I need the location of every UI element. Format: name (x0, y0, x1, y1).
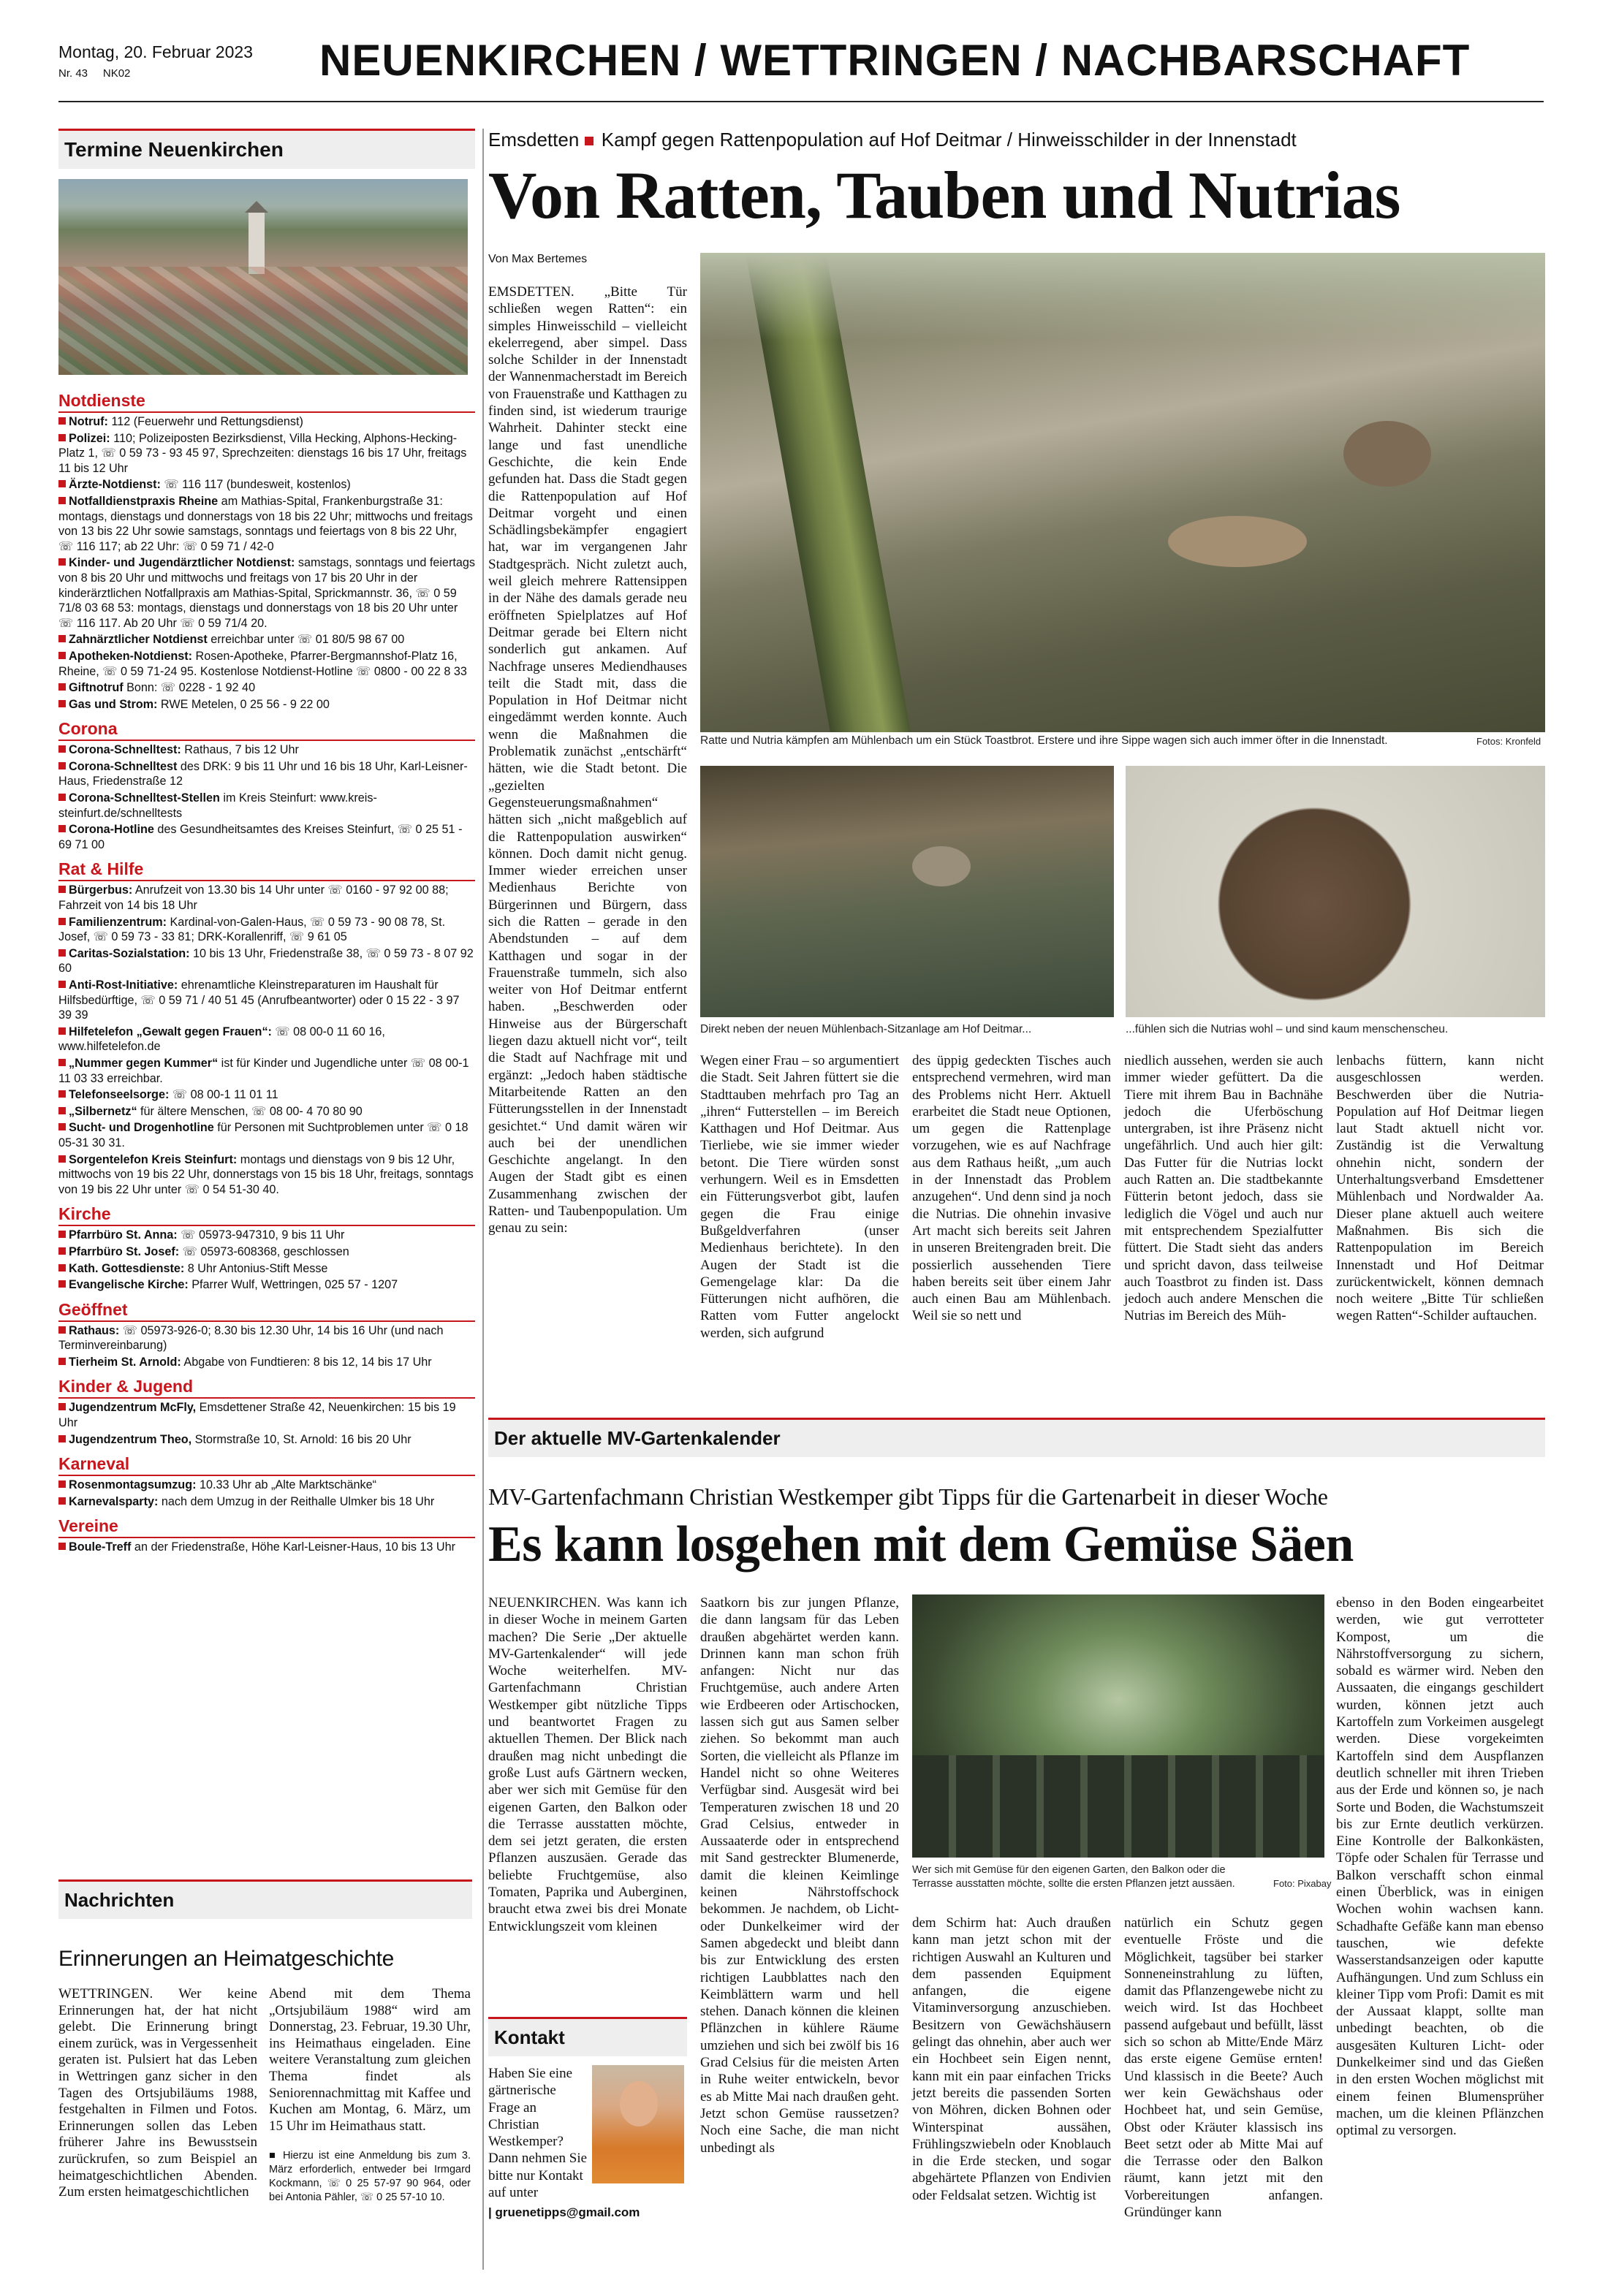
bullet-square-icon (58, 497, 66, 504)
entry-label: Kinder- und Jugendärztlicher Notdienst: (69, 556, 295, 570)
bullet-square-icon (58, 1480, 66, 1488)
bullet-square-icon (58, 652, 66, 659)
bullet-square-icon (58, 918, 66, 925)
nachrichten-headline: Erinnerungen an Heimatgeschichte (58, 1947, 395, 1971)
entry-text: Rathaus, 7 bis 12 Uhr (181, 743, 299, 757)
nachrichten-col1: WETTRINGEN. Wer keine Erinnerungen hat, der hat nicht gelebt. Die Erinnerung bringt einem zurück, was in Vergessenheit geraten ist. Pulsiert hat das Leben in Wettringen ganz sicher in den Tagen des Ortsjubiläums 1988, festgehalten in Filmen und Fotos. Erinnerungen sollen das Leben früherer Jahre ins Bewusstsein zurückrufen, so zum Beispiel an heimatgeschichtlichen Abenden. Zum ersten heimatgeschichtlichen (58, 1986, 257, 2200)
sidebar-entry (58, 555, 475, 631)
article1-col3: niedlich aussehen, werden sie auch immer wieder gefüttert. Da die Tiere mit ihrem Bau in Bachnähe jedoch die Uferböschung untergraben, ist ihre Präsenz nicht ungefährlich. Und auch hier gilt: Das Futter für die Nutrias lockt auch Ratten an. Die stadtbekannte Fütterin betont jedoch, dass sie lediglich die Vögel und auch nur mit entsprechendem Spezialfutter füttert. Die Stadt sieht das anders und spricht davon, dass teilweise auch Toastbrot zu finden ist. Dass jedoch auch andere Menschen die Nutrias im Bereich des Müh- (1124, 1053, 1323, 1324)
sidebar-sections (58, 391, 475, 1555)
bullet-square-icon (58, 434, 66, 441)
sidebar-title: Termine Neuenkirchen (58, 129, 475, 169)
bullet-square-icon (58, 480, 66, 487)
right-photo-caption: ...fühlen sich die Nutrias wohl – und sind kaum menschenscheu. (1126, 1023, 1449, 1035)
entry-label: Zahnärztlicher Notdienst (69, 633, 208, 647)
main-photo-credit: Fotos: Kronfeld (1476, 736, 1541, 747)
sidebar-entry (58, 1244, 475, 1260)
entry-text: ☏ 08 00-1 11 01 11 (169, 1088, 278, 1102)
sidebar-entry (58, 1261, 475, 1277)
sidebar-entry (58, 791, 475, 821)
sidebar-entry (58, 431, 475, 476)
entry-text: Pfarrer Wulf, Wettringen, 025 57 - 1207 (188, 1278, 398, 1292)
nachrichten-note: ■ Hierzu ist eine Anmeldung bis zum 3. März erforderlich, entweder bei Irmgard Kockmann, ☏ 0 25 57-97 90 964, oder bei Antonia Pähler, ☏ 0 25 57-10 10. (269, 2150, 471, 2204)
kontakt-title: Kontakt (488, 2017, 687, 2056)
article1-kicker: Emsdetten Kampf gegen Rattenpopulation auf Hof Deitmar / Hinweisschilder in der Innenstadt (488, 129, 1297, 151)
bullet-square-icon (58, 1027, 66, 1035)
sidebar-entry (58, 1087, 475, 1103)
entry-text: Kardinal-von-Galen-Haus, ☏ 0 59 73 - 90 08 78, St. Josef, ☏ 0 59 73 - 33 81; DRK-Korallenriff, ☏ 9 61 05 (58, 915, 446, 944)
bullet-square-icon (58, 886, 66, 893)
main-photo-caption: Ratte und Nutria kämpfen am Mühlenbach um ein Stück Toastbrot. Erstere und ihre Sippe wagen sich auch immer öfter in die Innenstadt. (700, 734, 1388, 747)
sidebar-entry (58, 649, 475, 679)
entry-label: Kath. Gottesdienste: (69, 1261, 185, 1275)
entry-label: Giftnotruf (69, 681, 124, 695)
sidebar-entry (58, 414, 475, 430)
bullet-square-icon (58, 794, 66, 801)
sidebar-entry (58, 697, 475, 712)
sidebar-entry (58, 1120, 475, 1150)
entry-text: Abgabe von Fundtieren: 8 bis 12, 14 bis 17 Uhr (181, 1355, 432, 1369)
sidebar-section-heading: Geöffnet (58, 1300, 475, 1322)
sidebar-entry (58, 1494, 475, 1510)
article2-col3: dem Schirm hat: Auch draußen kann man jetzt schon mit der richtigen Auswahl an Kulturen und dem passenden Equipment anfangen, die eigene Vitaminversorgung anzuschieben. Besitzern von Gewächshäusern gelingt das ohnehin, aber auch wer ein Hochbeet sein Eigen nennt, kann mit ein paar einfachen Tricks jetzt bereits die passenden Sorten von Möhren, dicken Bohnen oder Winterspinat aussähen, Frühlingszwiebeln oder Knoblauch in die Erde stecken, und sogar abgehärtete Pflanzen von Endivien oder Feldsalat setzen. Wichtig ist (912, 1915, 1111, 2203)
entry-text: ☏ 05973-947310, 9 bis 11 Uhr (177, 1228, 345, 1242)
left-photo-caption: Direkt neben der neuen Mühlenbach-Sitzanlage am Hof Deitmar... (700, 1023, 1032, 1035)
article1-col2: des üppig gedeckten Tisches auch entsprechend vermehren, wird man des Problems nicht Herr. Aktuell erarbeitet die Stadt neue Optionen, um gegen die Rattenplage vorzugehen, wie es auf Nachfrage aus dem Rathaus heißt, „um auch in der Innenstadt das Problem anzugehen“. Und denn sind ja noch die Nutrias. Die ohnehin invasive Art macht sich bereits seit Jahren in unseren Breitengraden breit. Die possierlich aussehenden Tiere haben bereits seit über einem Jahr auch einen Bau am Mühlenbach. Weil sie so nett und (912, 1053, 1111, 1324)
entry-label: Bürgerbus: (69, 883, 133, 897)
gartenkalender-box: Der aktuelle MV-Gartenkalender (488, 1418, 1545, 1457)
bullet-square-icon (58, 635, 66, 642)
kontakt-text: Haben Sie eine gärtnerische Frage an Christian Westkemper? Dann nehmen Sie bitte nur Kontakt auf unter (488, 2066, 588, 2201)
entry-label: Jugendzentrum McFly, (69, 1401, 197, 1415)
entry-label: Rosenmontagsumzug: (69, 1478, 197, 1492)
kontakt-box (488, 2017, 687, 2265)
entry-label: Gas und Strom: (69, 697, 158, 711)
entry-label: Apotheken-Notdienst: (69, 649, 193, 663)
entry-text: 10 bis 13 Uhr, Friedenstraße 38, ☏ 0 59 73 - 8 07 92 60 (58, 946, 474, 976)
entry-label: Jugendzentrum Theo, (69, 1432, 192, 1446)
entry-text: für ältere Menschen, ☏ 08 00- 4 70 80 90 (137, 1104, 363, 1118)
bullet-square-icon (58, 1435, 66, 1442)
sidebar-section-heading: Kirche (58, 1204, 475, 1226)
bullet-square-icon (58, 981, 66, 988)
bullet-square-icon (58, 745, 66, 753)
sidebar-section-heading: Kinder & Jugend (58, 1377, 475, 1399)
article1-headline: Von Ratten, Tauben und Nutrias (488, 158, 1400, 232)
sidebar-entry (58, 822, 475, 852)
termine-sidebar (58, 129, 475, 1556)
sidebar-section-heading: Vereine (58, 1516, 475, 1538)
entry-text: ehrenamtliche Kleinstreparaturen im Haushalt für Hilfsbedürftige, ☏ 0 59 71 / 40 51 45 (Anrufbeantworter) oder 0 15 22 - 3 97 39 39 (58, 978, 460, 1022)
entry-text: ☏ 08 00-0 11 60 16, www.hilfetelefon.de (58, 1025, 385, 1054)
sidebar-section-heading: Karneval (58, 1454, 475, 1476)
bullet-square-icon (58, 1543, 66, 1550)
entry-text: Emsdettener Straße 42, Neuenkirchen: 15 bis 19 Uhr (58, 1401, 456, 1430)
bullet-square-icon (58, 558, 66, 566)
entry-label: Familienzentrum: (69, 915, 167, 929)
entry-text: ☏ 116 117 (bundesweit, kostenlos) (160, 478, 351, 492)
nutria-water-photo (700, 766, 1114, 1017)
sidebar-entry (58, 1540, 475, 1555)
sidebar-entry (58, 1323, 475, 1353)
bullet-square-icon (58, 1107, 66, 1114)
page-title: NEUENKIRCHEN / WETTRINGEN / NACHBARSCHAFT (319, 36, 1471, 85)
entry-label: „Nummer gegen Kummer“ (69, 1056, 219, 1070)
entry-text: 112 (Feuerwehr und Rettungsdienst) (107, 415, 303, 428)
issue-date: Montag, 20. Februar 2023 (58, 42, 253, 61)
entry-text: Anrufzeit von 13.30 bis 14 Uhr unter ☏ 0160 - 97 92 00 88; Fahrzeit von 14 bis 18 Uhr (58, 883, 449, 913)
entry-text: ☏ 05973-608368, geschlossen (179, 1244, 349, 1258)
sidebar-entry (58, 1400, 475, 1430)
entry-text: an der Friedenstraße, Höhe Karl-Leisner-Haus, 10 bis 13 Uhr (131, 1540, 456, 1554)
author-photo (592, 2065, 684, 2183)
sidebar-entry (58, 915, 475, 945)
kontakt-email[interactable]: | gruenetipps@gmail.com (488, 2205, 640, 2220)
entry-text: 8 Uhr Antonius-Stift Messe (184, 1261, 328, 1275)
bullet-square-icon (58, 1247, 66, 1255)
entry-label: Tierheim St. Arnold: (69, 1355, 181, 1369)
sidebar-entry (58, 759, 475, 789)
entry-label: Karnevalsparty: (69, 1494, 159, 1508)
sidebar-entry (58, 978, 475, 1023)
entry-text: 10.33 Uhr ab „Alte Marktschänke“ (196, 1478, 376, 1492)
entry-label: Notfalldienstpraxis Rheine (69, 494, 219, 508)
article2-col5: ebenso in den Boden eingearbeitet werden, wie gut verrotteter Kompost, um die Nährstoffversorgung zu sichern, sobald es wärmer wird. Neben den Aussaaten, die eingangs geschildert wurden, können jetzt auch Kartoffeln zum Vorkeimen ausgelegt werden. Diese vorgekeimten Kartoffeln sind dem Auspflanzen deutlich schneller mit ihren Trieben aus der Erde und können so, je nach Sorte und Boden, die Wachstumszeit bis zur Ernte deutlich verkürzen. Eine Kontrolle der Balkonkästen, Töpfe oder Schalen für Terrasse und Balkon verschafft schon einmal einen Überblick, was in einigen Wochen wohin wachsen kann. Schadhafte Gefäße kann man ebenso tauschen, wie defekte Wasserstandsanzeigen oder kaputte Aufhängungen. Und zum Schluss ein kleiner Tipp vom Profi: Damit es mit der Aussaat klappt, sollte man unbedingt beachten, ob die ausgesäten Kulturen Licht- oder Dunkelkeimer sind und das Gießen in den ersten Wochen möglichst mit einem feinen Blumensprüher machen, um die kleinen Pflänzchen optimal zu versorgen. (1336, 1595, 1544, 2139)
bullet-square-icon (58, 1123, 66, 1130)
sidebar-entry (58, 1056, 475, 1086)
article1-lead-column: EMSDETTEN. „Bitte Tür schließen wegen Ratten“: ein simples Hinweisschild – vielleicht ekelerregend, aber simpel. Dass solche Schilder in der Innenstadt der Wannenmacherstadt im Bereich von Frauenstraße und Katthagen zu finden sind, ist wiederum traurige Wahrheit. Dahinter steckt eine lange und fast unendliche Geschichte, die kein Ende gefunden hat. Dass die Stadt gegen die Rattenpopulation auf Hof Deitmar vorgeht und einen Schädlingsbekämpfer engagiert hat, war im vergangenen Jahr Stadtgespräch. Nicht zuletzt auch, weil gleich mehrere Rattensippen in der Nähe des damals gerade neu eröffneten Spielplatzes auf Hof Deitmar gerade bei Eltern nicht sonderlich gut ankamen. Auf Nachfrage unseres Mediendhauses teilt die Stadt mit, dass die Population in Hof Deitmar nicht eingedämmt werden konnte. Auch wenn die Maßnahmen die Problematik zunächst „entschärft“ hätten, wie die Stadt betont. Die „gezielten Gegensteuerungsmaßnahmen“ hätten sich „nicht maßgeblich auf die Rattenpopulation auswirken“ können. Doch damit nicht genug. Immer wieder erreichen unser Medienhaus Berichte von Bürgerinnen und Bürgern, dass sich die Ratten – gerade in den Abendstunden – auf dem Katthagen und sogar in der Frauenstraße tummeln, sich also weiter von Hof Deitmar entfernt haben. „Beschwerden oder Hinweise aus der Bürgerschaft liegen dazu aktuell nicht vor“, teilt die Stadt auf Nachfrage mit und ergänzt: „Jedoch haben städtische Mitarbeitende Ratten an den Fütterungsstellen in der Innenstadt gesichtet.“ Und damit wären wir auch bei der unendlichen Geschichte angelangt. In den Augen der Stadt gibt es einen Zusammenhang zwischen der Ratten- und Taubenpopulation. Um genau zu sein: (488, 284, 687, 1236)
issue-number: Nr. 43 NK02 (58, 67, 131, 80)
bullet-square-icon (58, 1280, 66, 1288)
entry-text: Rosen-Apotheke, Pfarrer-Bergmannshof-Platz 16, Rheine, ☏ 0 59 71-24 95. Kostenlose Notdienst-Hotline ☏ 0800 - 00 22 8 33 (58, 649, 467, 678)
entry-label: Pfarrbüro St. Josef: (69, 1244, 180, 1258)
bullet-square-icon (58, 825, 66, 832)
entry-label: Corona-Schnelltest-Stellen (69, 791, 220, 805)
entry-text: im Kreis Steinfurt: www.kreis-steinfurt.de/schnelltests (58, 791, 377, 820)
sidebar-section-heading: Rat & Hilfe (58, 859, 475, 881)
sidebar-entry (58, 1355, 475, 1370)
column-divider (482, 129, 484, 2270)
bullet-square-icon (58, 1326, 66, 1334)
article1-col1: Wegen einer Frau – so argumentiert die Stadt. Seit Jahren füttert sie die Stadttauben mehrfach pro Tag an „ihren“ Futterstellen – im Bereich Katthagen und Hof Deitmar. Aus Tierliebe, wie sie immer wieder betont. Die Tiere würden sonst verhungern. Weil es in Emsdetten ein Fütterungsverbot gibt, laufen gegen die Frau einige Bußgeldverfahren (unser Medienhaus berichtete). In den Augen der Stadt ist die Gemengelage klar: Da die Fütterungen nicht aufhören, die Ratten vom Futter angelockt werden, sich aufgrund (700, 1053, 899, 1341)
entry-text: Stormstraße 10, St. Arnold: 16 bis 20 Uhr (191, 1432, 412, 1446)
entry-label: Caritas-Sozialstation: (69, 946, 190, 960)
nachrichten-col2-text: Abend mit dem Thema „Ortsjubiläum 1988“ wird am Donnerstag, 23. Februar, 19.30 Uhr, ins Heimathaus eingeladen. Eine weitere Veranstaltung zum gleichen Thema findet als Seniorennachmittag mit Kaffee und Kuchen am Montag, 6. März, um 15 Uhr im Heimathaus statt. (269, 1986, 471, 2134)
nachrichten-title: Nachrichten (58, 1879, 472, 1919)
entry-text: nach dem Umzug in der Reithalle Ulmker bis 18 Uhr (158, 1494, 435, 1508)
seedling-photo (912, 1594, 1324, 1858)
entry-label: Boule-Treff (69, 1540, 132, 1554)
article2-col1: NEUENKIRCHEN. Was kann ich in dieser Woche in meinem Garten machen? Die Serie „Der aktuelle MV-Gartenkalender“ will jede Woche weiterhelfen. MV-Gartenfachmann Christian Westkemper gibt nützliche Tipps und beantwortet Fragen zu aktuellen Themen. Der Blick nach draußen mag nicht unbedingt die große Lust aufs Gärtnern wecken, aber wer sich mit Gemüse für den eigenen Garten, den Balkon oder die Terrasse ausstatten möchte, dem sei jetzt geraten, die ersten Pflanzen auszusäen. Gerade das beliebte Fruchtgemüse, also Tomaten, Paprika und Auberginen, braucht etwa zwei bis drei Monate Entwicklungszeit vom kleinen (488, 1595, 687, 1934)
sidebar-section-heading: Corona (58, 719, 475, 741)
entry-label: Corona-Hotline (69, 823, 154, 837)
entry-text: samstags, sonntags und feiertags von 8 bis 20 Uhr und mittwochs und freitags von 17 bis 20 Uhr in der kinderärztlichen Notfallpraxis am Mathias-Spital, Sprickmannstr. 36, ☏ 0 59 71/8 03 68 53: montags, dienstags und donnerstags von 18 bis 20 Uhr unter ☏ 116 117. Ab 20 Uhr ☏ 0 59 71/4 20. (58, 556, 475, 630)
bullet-square-icon (58, 700, 66, 707)
entry-text: am Mathias-Spital, Frankenburgstraße 31: montags, dienstags und donnerstags von 18 bis 22 Uhr; mittwochs und freitags von 13 bis 22 Uhr sowie samstags, sonntags und feiertags von 8 bis 22 Uhr, ☏ 116 117; ab 22 Uhr: ☏ 0 59 71 / 42-0 (58, 494, 473, 553)
header-rule (58, 101, 1544, 102)
entry-text: erreichbar unter ☏ 01 80/5 98 67 00 (207, 633, 405, 647)
entry-label: Pfarrbüro St. Anna: (69, 1228, 178, 1242)
entry-text: ☏ 05973-926-0; 8.30 bis 12.30 Uhr, 14 bis 16 Uhr (und nach Terminvereinbarung) (58, 1323, 444, 1353)
entry-label: Corona-Schnelltest (69, 759, 178, 773)
bullet-square-icon (58, 1403, 66, 1410)
bullet-square-icon (58, 1090, 66, 1098)
sidebar-entry (58, 1228, 475, 1243)
seedling-photo-caption: Wer sich mit Gemüse für den eigenen Garten, den Balkon oder die Terrasse ausstatten möchte, sollte die ersten Pflanzen jetzt aussäen. (912, 1864, 1235, 1890)
bullet-square-icon (58, 1155, 66, 1163)
entry-label: Polizei: (69, 431, 110, 445)
rat-nutria-photo (700, 253, 1545, 732)
bullet-square-icon (58, 1059, 66, 1066)
article1-col4: lenbachs füttern, kann nicht ausgeschlossen werden. Beschwerden über die Nutria-Population auf Hof Deitmar liegen laut Stadt aktuell nicht vor. Zuständig ist die Verwaltung ohnehin nicht, sondern der Unterhaltungsverband Emsdettener Mühlenbach und Nordwalder Aa. Dieser plane aktuell auch weitere Maßnahmen. Bis sich die Rattenpopulation im Bereich Innenstadt und Hof Deitmar zurückentwickelt, können demnach noch weitere „Bitte Tür schließen wegen Ratten“-Schilder auftauchen. (1336, 1053, 1544, 1324)
article2-col2: Saatkorn bis zur jungen Pflanze, die dann langsam für das Leben draußen abgehärtet werden kann. Drinnen kann man schon früh anfangen: Nicht nur das Fruchtgemüse, auch andere Arten wie Erdbeeren oder Artischocken, lassen sich gut aus Samen selber ziehen. So bekommt man auch Sorten, die vielleicht als Pflanze im Handel nicht so ohne Weiteres Verfügbar sind. Ausgesät wird bei Temperaturen zwischen 18 und 20 Grad Celsius, entweder in Aussaaterde oder in entsprechend mit Sand gestreckter Blumenerde, damit die kleinen Keimlinge keinen Nährstoffschock bekommen. Je nachdem, ob Licht- oder Dunkelkeimer wird der Samen abgedeckt und bleibt dann bis zur Entwicklung des ersten richtigen Laubblattes nach den Keimblättern warm und hell stehen. Danach können die kleinen Pflänzchen in kühlere Räume umziehen und sich bei zwölf bis 16 Grad Celsius für die meisten Arten in Ruhe weiter entwickeln, bevor es ab Mitte Mai nach draußen geht. Jetzt schon Gemüse raussetzen? Noch eine Sache, die man nicht unbedingt als (700, 1595, 899, 2156)
bullet-square-icon (58, 417, 66, 425)
entry-label: Sorgentelefon Kreis Steinfurt: (69, 1152, 238, 1166)
entry-text: RWE Metelen, 0 25 56 - 9 22 00 (157, 697, 330, 711)
bullet-square-icon (58, 1231, 66, 1238)
article1-byline: Von Max Bertemes (488, 253, 588, 265)
nutria-closeup-photo (1126, 766, 1545, 1017)
entry-text: Bonn: ☏ 0228 - 1 92 40 (123, 681, 256, 695)
sidebar-entry (58, 1152, 475, 1198)
sidebar-entry (58, 632, 475, 647)
sidebar-entry (58, 1025, 475, 1054)
entry-label: Rathaus: (69, 1323, 120, 1337)
bullet-square-icon (58, 1497, 66, 1505)
entry-label: Corona-Schnelltest: (69, 743, 181, 757)
sidebar-entry (58, 1104, 475, 1120)
bullet-square-icon (58, 683, 66, 691)
entry-text: montags und dienstags von 9 bis 12 Uhr, mittwochs von 19 bis 22 Uhr, donnerstags von 15 bis 18 Uhr, freitags, sonntags von 19 bis 22 Uhr unter ☏ 0 54 51-30 40. (58, 1152, 474, 1196)
sidebar-entry (58, 1277, 475, 1293)
article2-headline: Es kann losgehen mit dem Gemüse Säen (488, 1516, 1354, 1573)
sidebar-entry (58, 477, 475, 493)
nachrichten-box (58, 1879, 472, 1972)
entry-text: 110; Polizeiposten Bezirksdienst, Villa Hecking, Alphons-Hecking-Platz 1, ☏ 0 59 73 - 93 45 97, Sprechzeiten: dienstags 16 bis 17 Uhr, freitags 11 bis 12 Uhr (58, 431, 467, 475)
bullet-square-icon (58, 762, 66, 769)
sidebar-entry (58, 946, 475, 976)
town-aerial-photo (58, 179, 468, 375)
bullet-square-icon (58, 1358, 66, 1365)
entry-label: Sucht- und Drogenhotline (69, 1121, 214, 1135)
sidebar-section-heading: Notdienste (58, 391, 475, 413)
entry-text: für Personen mit Suchtproblemen unter ☏ 0 18 05-31 30 31. (58, 1121, 469, 1149)
article2-kicker: MV-Gartenfachmann Christian Westkemper gibt Tipps für die Gartenarbeit in dieser Woche (488, 1483, 1328, 1510)
bullet-square-icon (58, 949, 66, 957)
sidebar-entry (58, 1432, 475, 1448)
entry-label: „Silbernetz“ (69, 1104, 137, 1118)
sidebar-entry (58, 1478, 475, 1493)
entry-label: Hilfetelefon „Gewalt gegen Frauen“: (69, 1025, 272, 1038)
entry-label: Telefonseelsorge: (69, 1088, 170, 1102)
entry-label: Ärzte-Notdienst: (69, 478, 161, 492)
entry-label: Evangelische Kirche: (69, 1278, 189, 1292)
sidebar-entry (58, 742, 475, 758)
seedling-photo-credit: Foto: Pixabay (1273, 1878, 1332, 1889)
article2-col4: natürlich ein Schutz gegen eventuelle Fröste und die Möglichkeit, tagsüber bei starker Sonneneinstrahlung zu lüften, damit das Pflanzengewebe nicht zu weich wird. Ist das Hochbeet passend aufgebaut und befüllt, lässt sich so schon ab Mitte/Ende März das erste eigene Gemüse ernten! Und klassisch in die Beete? Auch wer kein Gewächshaus oder Hochbeet hat, und sein Gemüse, Obst oder Kräuter klassisch ins Beet setzt oder ab Mitte Mai auf die Terrasse oder den Balkon räumt, kann jetzt mit den Vorbereitungen anfangen. Gründünger kann (1124, 1915, 1323, 2221)
entry-text: ist für Kinder und Jugendliche unter ☏ 08 00-1 11 03 33 erreichbar. (58, 1056, 469, 1085)
entry-text: des DRK: 9 bis 11 Uhr und 16 bis 18 Uhr, Karl-Leisner-Haus, Friedenstraße 12 (58, 759, 468, 788)
sidebar-entry (58, 883, 475, 913)
entry-label: Notruf: (69, 415, 108, 428)
sidebar-entry (58, 680, 475, 696)
entry-text: des Gesundheitsamtes des Kreises Steinfurt, ☏ 0 25 51 - 69 71 00 (58, 823, 463, 851)
nachrichten-col2 (269, 1986, 471, 2205)
sidebar-entry (58, 494, 475, 554)
entry-label: Anti-Rost-Initiative: (69, 978, 178, 992)
bullet-square-icon (58, 1264, 66, 1271)
